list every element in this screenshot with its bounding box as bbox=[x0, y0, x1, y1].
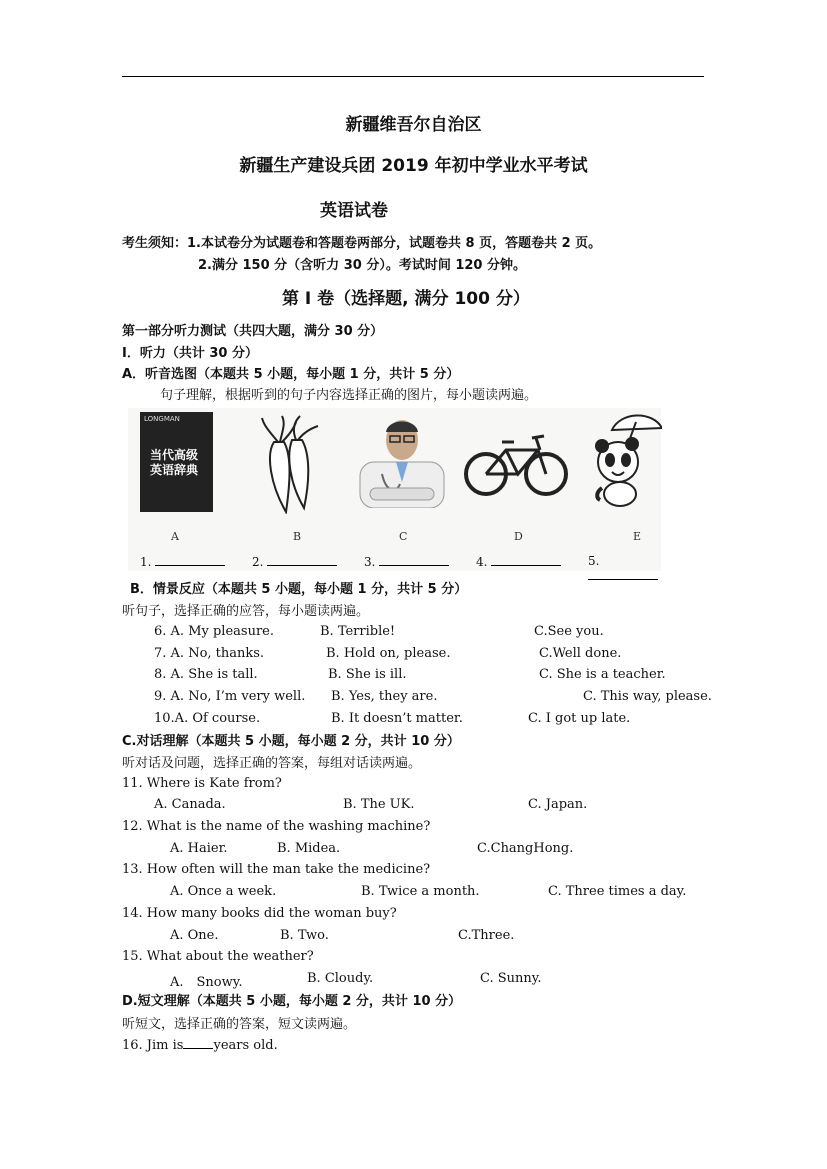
q10-option-c: C. I got up late. bbox=[528, 711, 631, 726]
q12-option-a: A. Haier. bbox=[170, 841, 228, 856]
q8-option-a: 8. A. She is tall. bbox=[154, 667, 258, 682]
book-brand: LONGMAN bbox=[144, 415, 180, 423]
q6-option-b: B. Terrible! bbox=[320, 624, 396, 639]
q16-prefix: 16. Jim is bbox=[122, 1038, 184, 1053]
blank-line bbox=[379, 554, 449, 566]
q9-option-b: B. Yes, they are. bbox=[331, 689, 438, 704]
q7-option-c: C.Well done. bbox=[539, 646, 622, 661]
section-c-title: C.对话理解（本题共 5 小题，每小题 2 分，共计 10 分） bbox=[122, 734, 460, 749]
picture-letter-d: D bbox=[514, 530, 523, 543]
picture-letter-b: B bbox=[293, 530, 302, 543]
picture-letter-e: E bbox=[633, 530, 642, 543]
blank-line bbox=[155, 554, 225, 566]
answer-blank-4[interactable] bbox=[476, 554, 561, 569]
picture-letter-c: C bbox=[399, 530, 408, 543]
part1-title: 第一部分听力测试（共四大题，满分 30 分） bbox=[122, 324, 384, 339]
section-b-instruction: 听句子，选择正确的应答，每小题读两遍。 bbox=[122, 604, 370, 619]
notice-line-1: 考生须知：1.本试卷分为试题卷和答题卷两部分，试题卷共 8 页，答题卷共 2 页。 bbox=[122, 236, 602, 251]
section-d-instruction: 听短文，选择正确的答案，短文读两遍。 bbox=[122, 1017, 357, 1032]
q15-option-b: B. Cloudy. bbox=[307, 971, 374, 986]
section-a-title: A．听音选图（本题共 5 小题，每小题 1 分，共计 5 分） bbox=[122, 367, 460, 382]
blank-number: 4. bbox=[476, 555, 488, 569]
blank-number: 5. bbox=[588, 554, 600, 568]
q14-option-b: B. Two. bbox=[280, 928, 329, 943]
volume-title: 第 I 卷（选择题, 满分 100 分） bbox=[282, 289, 530, 309]
q12-option-c: C.ChangHong. bbox=[477, 841, 574, 856]
q11-option-c: C. Japan. bbox=[528, 797, 588, 812]
picture-letter-a: A bbox=[171, 530, 179, 543]
title-subject: 英语试卷 bbox=[320, 201, 388, 221]
q11-option-b: B. The UK. bbox=[343, 797, 415, 812]
bicycle-image bbox=[462, 430, 570, 498]
q12-question: 12. What is the name of the washing machine? bbox=[122, 819, 431, 834]
q13-question: 13. How often will the man take the medicine? bbox=[122, 862, 431, 877]
title-region: 新疆维吾尔自治区 bbox=[345, 115, 482, 135]
q11-question: 11. Where is Kate from? bbox=[122, 776, 282, 791]
section-c-instruction: 听对话及问题，选择正确的答案，每组对话读两遍。 bbox=[122, 756, 422, 771]
blank-line bbox=[267, 554, 337, 566]
q16-question bbox=[122, 1036, 278, 1053]
title-exam: 新疆生产建设兵团 2019 年初中学业水平考试 bbox=[239, 156, 588, 176]
book-title: 当代高级英语辞典 bbox=[150, 448, 199, 477]
q10-option-b: B. It doesn’t matter. bbox=[331, 711, 463, 726]
q14-question: 14. How many books did the woman buy? bbox=[122, 906, 397, 921]
blank-number: 1. bbox=[140, 555, 152, 569]
blank-number: 3. bbox=[364, 555, 376, 569]
q7-option-a: 7. A. No, thanks. bbox=[154, 646, 265, 661]
panda-umbrella-image bbox=[590, 410, 662, 510]
q8-option-c: C. She is a teacher. bbox=[539, 667, 666, 682]
q10-option-a: 10.A. Of course. bbox=[154, 711, 261, 726]
q8-option-b: B. She is ill. bbox=[328, 667, 407, 682]
q9-option-c: C. This way, please. bbox=[583, 689, 712, 704]
carrots-image bbox=[256, 414, 322, 514]
blank-number: 2. bbox=[252, 555, 264, 569]
q13-option-a: A. Once a week. bbox=[170, 884, 277, 899]
answer-blank-2[interactable] bbox=[252, 554, 337, 569]
answer-blank-3[interactable] bbox=[364, 554, 449, 569]
q14-option-a: A. One. bbox=[170, 928, 219, 943]
q11-option-a: A. Canada. bbox=[154, 797, 226, 812]
q12-option-b: B. Midea. bbox=[277, 841, 341, 856]
q14-option-c: C.Three. bbox=[458, 928, 515, 943]
q15-option-c: C. Sunny. bbox=[480, 971, 542, 986]
dictionary-image bbox=[140, 412, 213, 512]
q15-question: 15. What about the weather? bbox=[122, 949, 314, 964]
answer-blank-5[interactable] bbox=[588, 554, 661, 583]
notice-line-2: 2.满分 150 分（含听力 30 分）。考试时间 120 分钟。 bbox=[198, 258, 527, 273]
picture-strip bbox=[128, 408, 661, 571]
answer-blank-1[interactable] bbox=[140, 554, 225, 569]
q16-suffix: years old. bbox=[213, 1038, 278, 1053]
q15-option-a: A. Snowy. bbox=[170, 975, 243, 990]
section-d-title: D.短文理解（本题共 5 小题，每小题 2 分，共计 10 分） bbox=[122, 994, 462, 1009]
q6-option-c: C.See you. bbox=[534, 624, 604, 639]
section-b-title: B．情景反应（本题共 5 小题，每小题 1 分，共计 5 分） bbox=[130, 582, 468, 597]
q7-option-b: B. Hold on, please. bbox=[326, 646, 451, 661]
top-rule bbox=[122, 76, 704, 77]
section-a-instruction: 句子理解，根据听到的句子内容选择正确的图片，每小题读两遍。 bbox=[160, 388, 538, 403]
q16-answer-blank[interactable] bbox=[183, 1036, 213, 1049]
q13-option-b: B. Twice a month. bbox=[361, 884, 480, 899]
q9-option-a: 9. A. No, I’m very well. bbox=[154, 689, 306, 704]
blank-line bbox=[588, 568, 658, 580]
q6-option-a: 6. A. My pleasure. bbox=[154, 624, 274, 639]
blank-line bbox=[491, 554, 561, 566]
doctor-image bbox=[356, 412, 448, 508]
section-i-title: I．听力（共计 30 分） bbox=[122, 346, 258, 361]
q13-option-c: C. Three times a day. bbox=[548, 884, 687, 899]
